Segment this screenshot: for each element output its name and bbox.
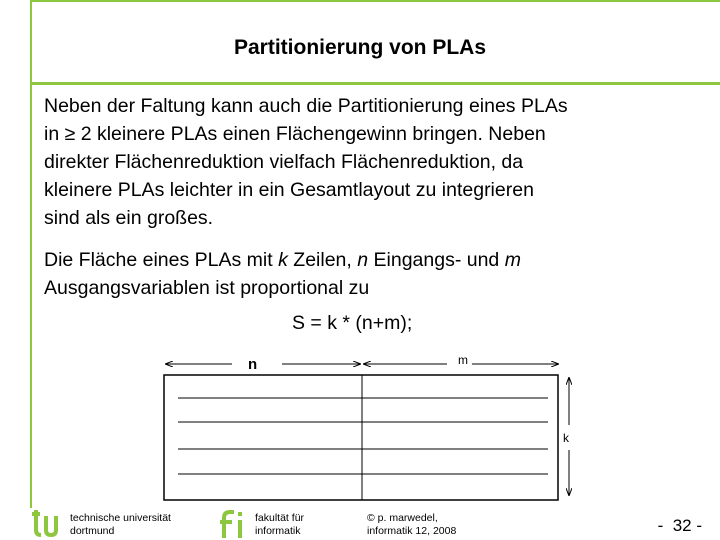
- var-k: k: [278, 249, 288, 271]
- copyright-line: © p. marwedel,: [367, 512, 438, 524]
- text-line: kleinere PLAs leichter in ein Gesamtlayout zu integrieren: [44, 179, 534, 201]
- university-line: technische universität: [70, 512, 171, 524]
- fi-logo-icon: [218, 508, 248, 540]
- paragraph-partitioning: [44, 92, 704, 232]
- label-m: m: [458, 353, 468, 367]
- text-line: Neben der Faltung kann auch die Partitionierung eines PLAs: [44, 95, 568, 117]
- label-n: n: [248, 356, 258, 373]
- label-k: k: [563, 431, 569, 445]
- university-name: [70, 512, 171, 538]
- faculty-line: fakultät für: [255, 512, 305, 524]
- text-line: [44, 246, 704, 274]
- pla-diagram: [162, 350, 582, 505]
- faculty-line: informatik: [255, 525, 301, 537]
- university-line: dortmund: [70, 525, 115, 537]
- title-divider: [30, 82, 720, 85]
- var-m: m: [504, 249, 521, 271]
- pla-rectangle: [164, 375, 558, 500]
- text-line: direkter Flächenreduktion vielfach Flächenreduktion, da: [44, 151, 524, 173]
- text-fragment: Zeilen,: [287, 249, 358, 271]
- page-number: - 32 -: [657, 516, 702, 535]
- faculty-name: [255, 512, 304, 538]
- text-fragment: Die Fläche eines PLAs mit: [44, 249, 279, 271]
- slide-title: Partitionierung von PLAs: [233, 36, 487, 59]
- paragraph-area: [44, 246, 704, 302]
- text-fragment: Eingangs- und: [368, 249, 505, 271]
- text-line: in ≥ 2 kleinere PLAs einen Flächengewinn bringen. Neben: [44, 123, 546, 145]
- text-line: Ausgangsvariablen ist proportional zu: [44, 277, 370, 299]
- tu-logo-icon: [30, 508, 66, 540]
- text-line: sind als ein großes.: [44, 207, 214, 229]
- area-formula: S = k * (n+m);: [292, 312, 413, 334]
- copyright-notice: [367, 512, 456, 538]
- var-n: n: [357, 249, 369, 271]
- copyright-line: informatik 12, 2008: [367, 525, 457, 537]
